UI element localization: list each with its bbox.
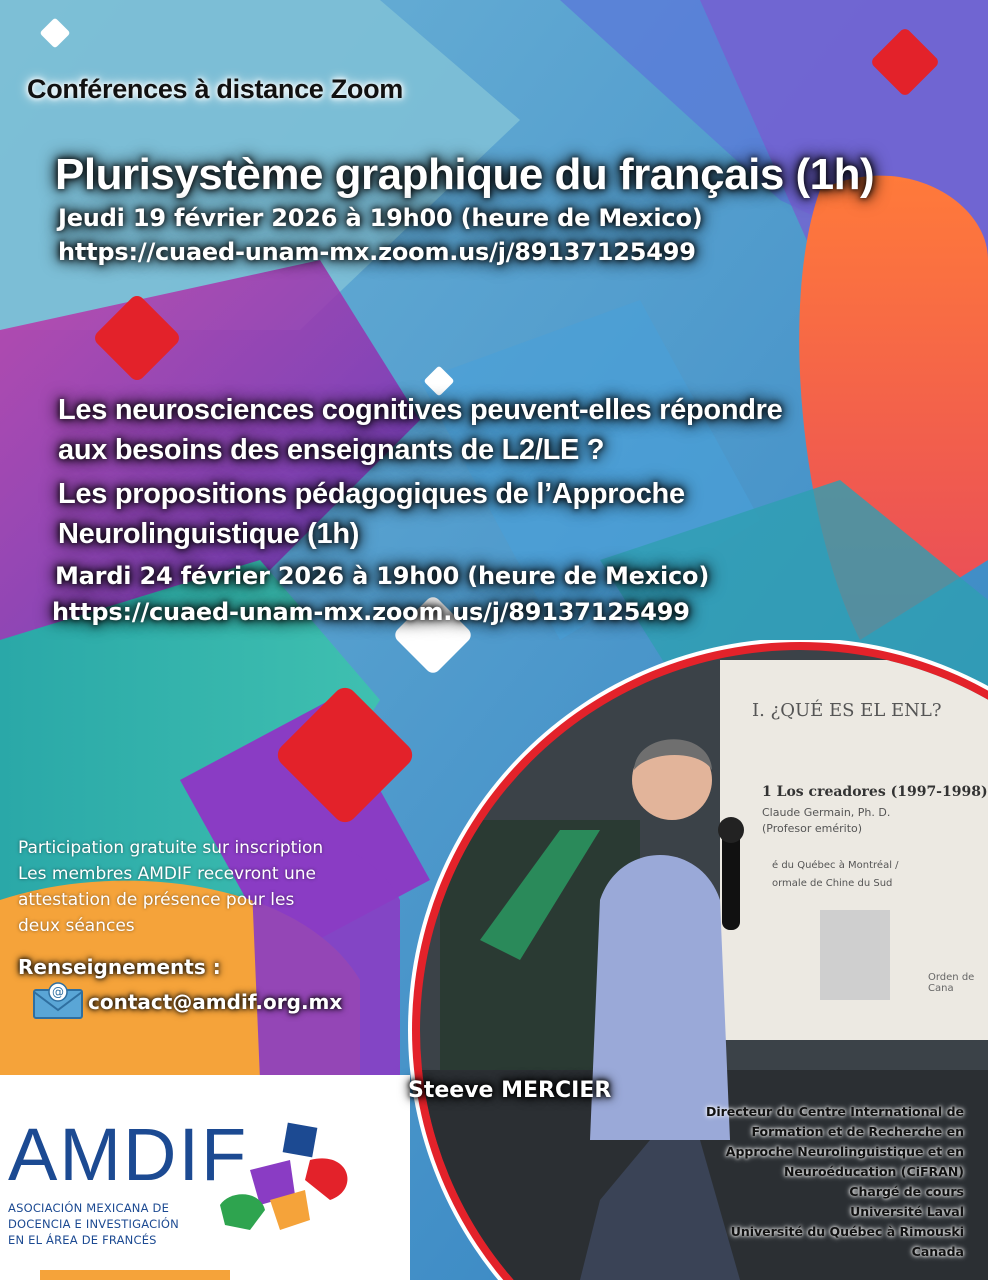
slide-heading: I. ¿QUÉ ES EL ENL? bbox=[752, 700, 942, 721]
amdif-subtitle-line: EN EL ÁREA DE FRANCÉS bbox=[8, 1233, 157, 1247]
speaker-credentials bbox=[634, 1102, 964, 1262]
credential-line: Université Laval bbox=[850, 1204, 964, 1219]
amdif-logo-text: AMDIF bbox=[8, 1113, 249, 1196]
participation-info bbox=[18, 835, 323, 939]
amdif-subtitle bbox=[8, 1200, 208, 1248]
credential-line: Directeur du Centre International de bbox=[705, 1104, 964, 1119]
credential-line: Formation et de Recherche en bbox=[751, 1124, 964, 1139]
session2-title-line: Les neurosciences cognitives peuvent-elles répondre bbox=[58, 394, 783, 426]
amdif-subtitle-line: ASOCIACIÓN MEXICANA DE bbox=[8, 1201, 170, 1215]
slide-footer: Orden de Cana bbox=[928, 972, 975, 994]
slide-person-role: (Profesor emérito) bbox=[762, 822, 863, 835]
slide-person: Claude Germain, Ph. D. bbox=[762, 806, 891, 819]
credential-line: Canada bbox=[911, 1244, 964, 1259]
participation-line: deux séances bbox=[18, 916, 135, 936]
svg-text:@: @ bbox=[52, 985, 64, 999]
session1-link[interactable]: https://cuaed-unam-mx.zoom.us/j/89137125499 bbox=[58, 238, 696, 266]
speaker-name: Steeve MERCIER bbox=[408, 1078, 612, 1103]
amdif-logo-mark bbox=[210, 1120, 360, 1240]
session2-title-line: aux besoins des enseignants de L2/LE ? bbox=[58, 434, 605, 466]
session2-link[interactable]: https://cuaed-unam-mx.zoom.us/j/89137125499 bbox=[52, 598, 690, 626]
credential-line: Chargé de cours bbox=[849, 1184, 964, 1199]
session2-title-line: Neurolinguistique (1h) bbox=[58, 518, 360, 550]
amdif-subtitle-line: DOCENCIA E INVESTIGACIÓN bbox=[8, 1217, 179, 1231]
participation-line: Les membres AMDIF recevront une bbox=[18, 864, 316, 884]
email-icon bbox=[32, 982, 84, 1020]
slide-subheading: 1 Los creadores (1997-1998) bbox=[762, 784, 988, 800]
event-label: Conférences à distance Zoom bbox=[27, 74, 404, 104]
credential-line: Université du Québec à Rimouski bbox=[730, 1224, 964, 1239]
session2-title-line: Les propositions pédagogiques de l’Approche bbox=[58, 478, 685, 510]
participation-line: Participation gratuite sur inscription bbox=[18, 838, 324, 858]
participation-line: attestation de présence pour les bbox=[18, 890, 295, 910]
session2-date: Mardi 24 février 2026 à 19h00 (heure de Mexico) bbox=[55, 562, 710, 590]
session1-date: Jeudi 19 février 2026 à 19h00 (heure de Mexico) bbox=[58, 204, 703, 232]
slide-inst-1: é du Québec à Montréal / bbox=[772, 860, 899, 871]
info-label: Renseignements : bbox=[18, 955, 221, 979]
session1-title: Plurisystème graphique du français (1h) bbox=[55, 150, 875, 199]
credential-line: Approche Neurolinguistique et en bbox=[725, 1144, 964, 1159]
credential-line: Neuroéducation (CiFRAN) bbox=[783, 1164, 964, 1179]
slide-inst-2: ormale de Chine du Sud bbox=[772, 878, 893, 889]
contact-email[interactable]: contact@amdif.org.mx bbox=[88, 990, 343, 1014]
